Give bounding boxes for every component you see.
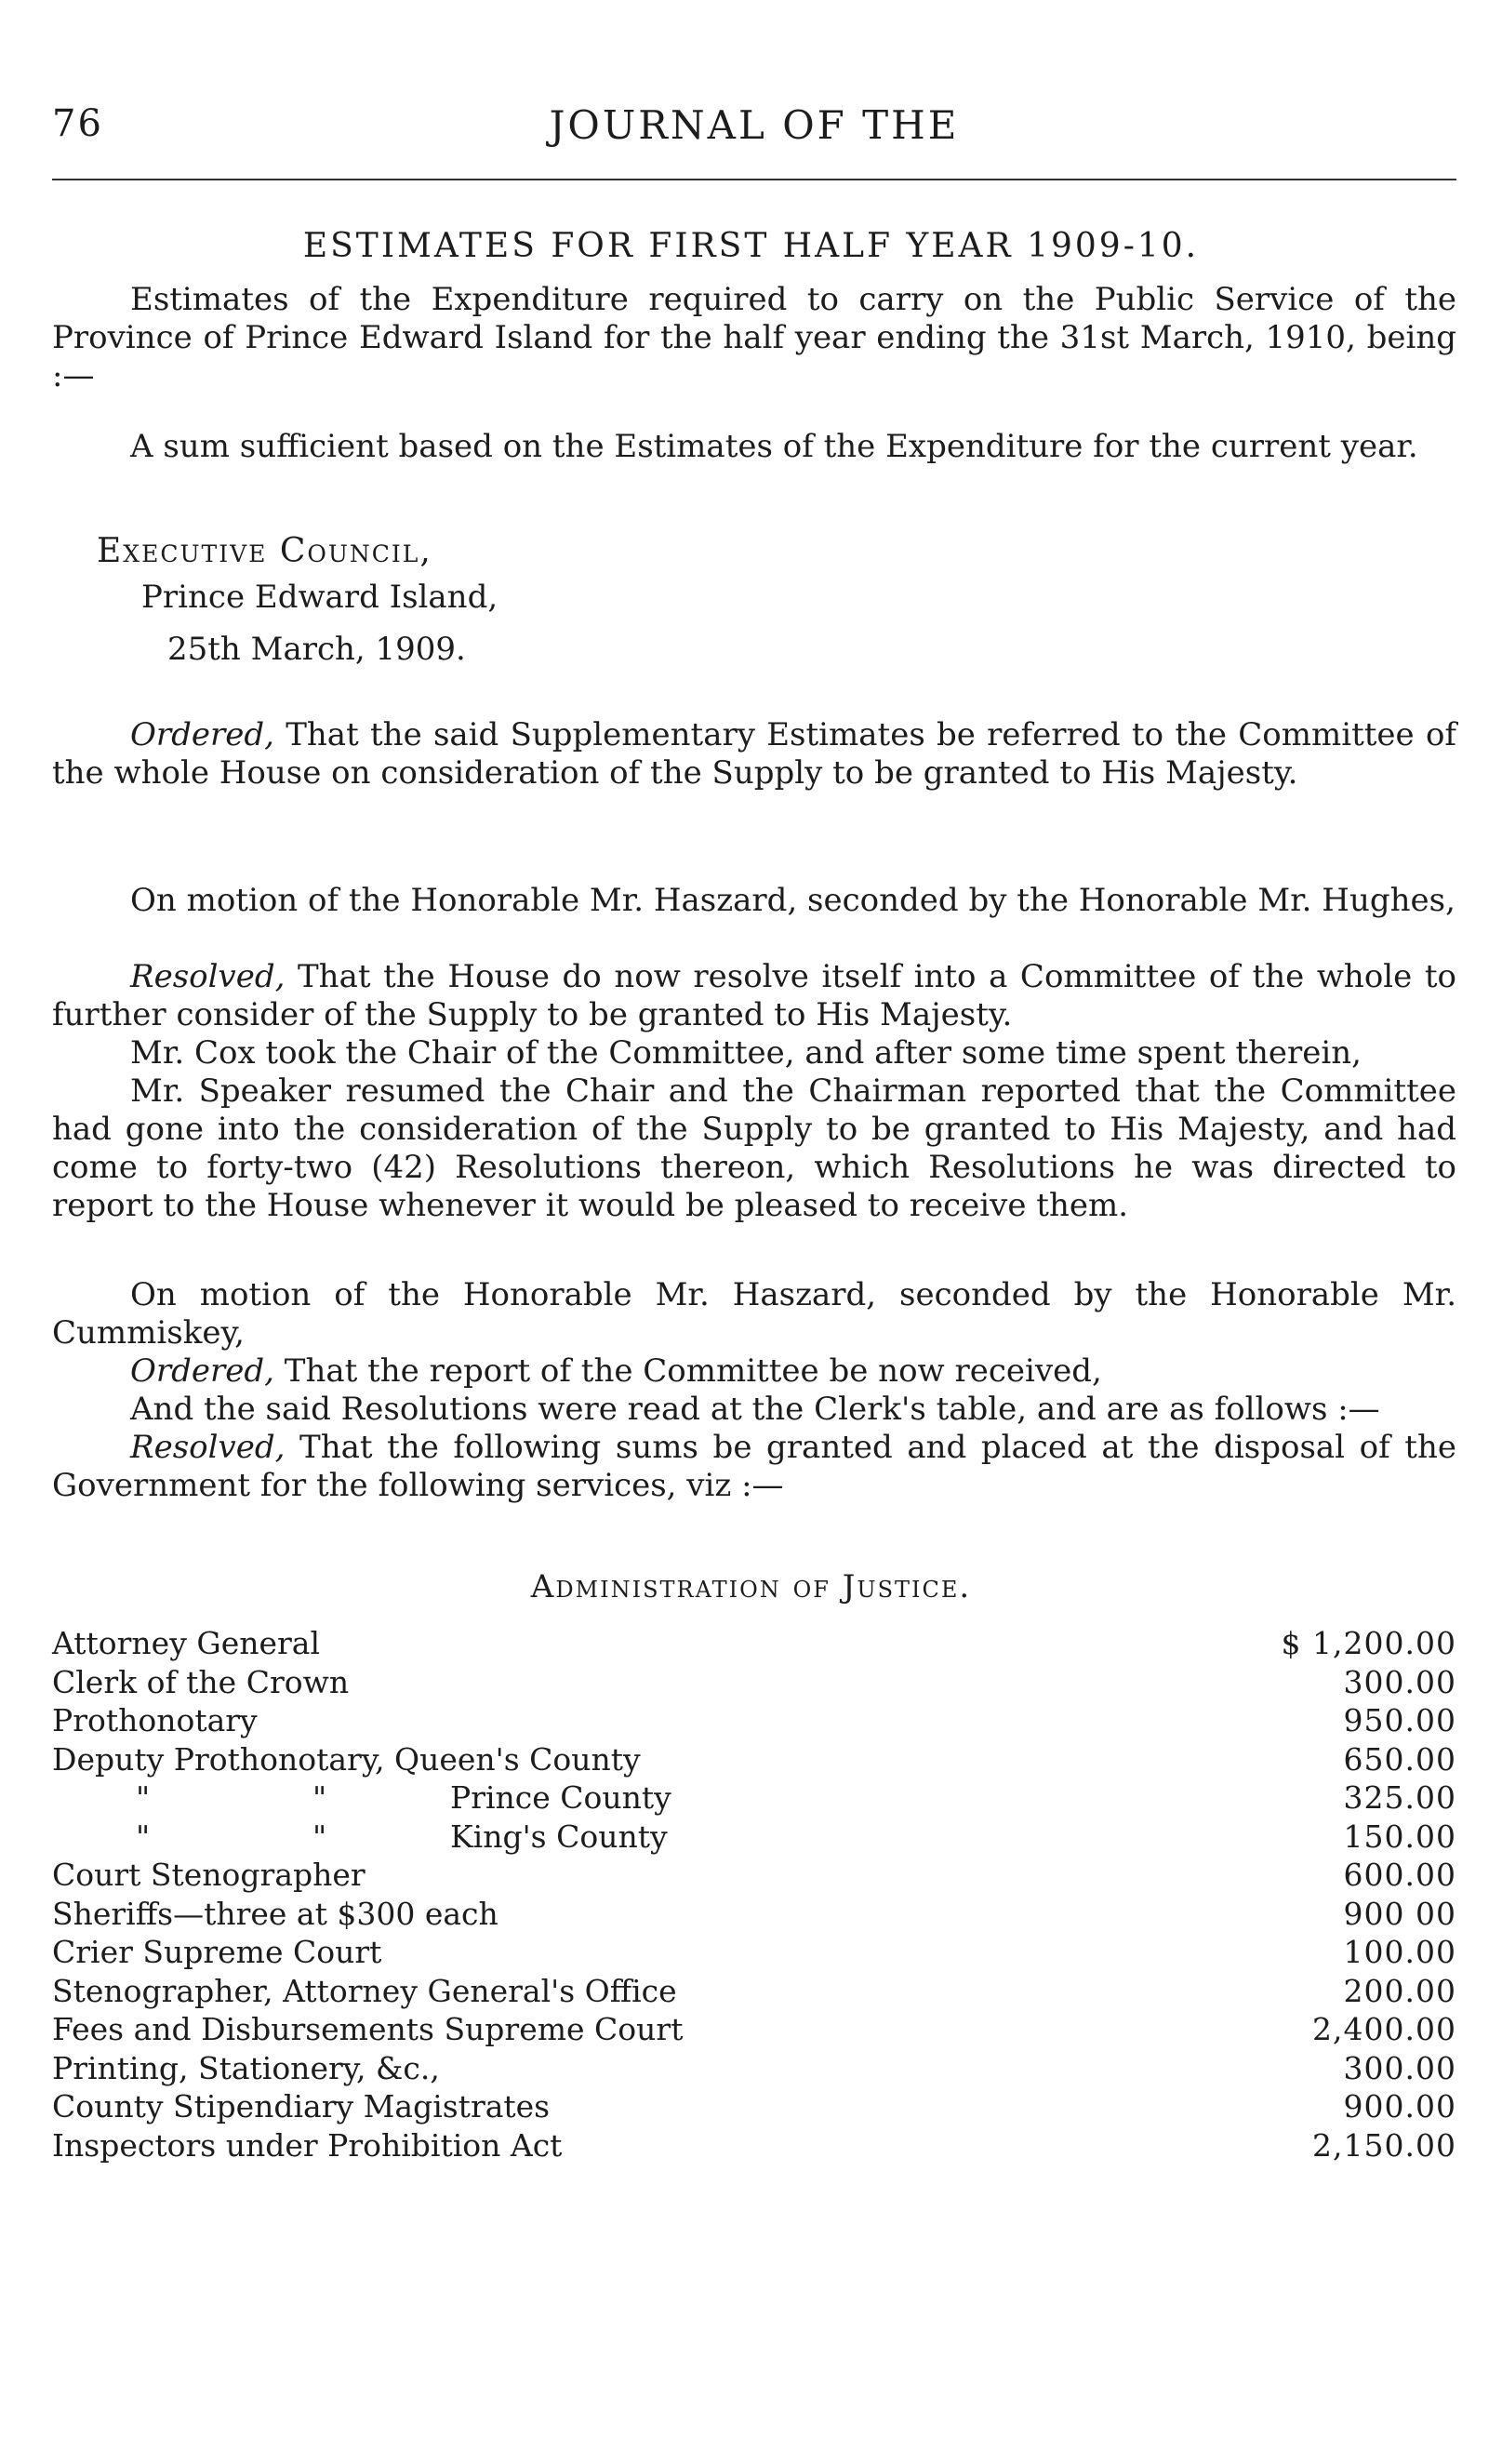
- estimate-item: Crier Supreme Court: [52, 1934, 382, 1970]
- estimate-row: [52, 1972, 1456, 2011]
- signature-province: Prince Edward Island,: [141, 579, 498, 616]
- cox-chair-paragraph: Mr. Cox took the Chair of the Committee, and after some time spent therein,: [130, 1034, 1362, 1072]
- ordered-text: That the said Supplementary Estimates be referred to the Committee of the whole House on consideration of the Supply to be granted to His Majesty.: [52, 716, 1456, 792]
- estimate-row: [52, 1818, 1456, 1857]
- estimate-amount: 150.00: [1343, 1818, 1456, 1855]
- resolved-text: That the House do now resolve itself into a Committee of the whole to further consider of the Supply to be granted to His Majesty.: [52, 958, 1456, 1033]
- estimate-amount: 2,150.00: [1312, 2126, 1456, 2164]
- estimate-row: [52, 2049, 1456, 2088]
- estimate-row: [52, 1778, 1456, 1818]
- sum-sufficient-paragraph: A sum sufficient based on the Estimates of the Expenditure for the current year.: [130, 428, 1418, 465]
- ditto-mark: ": [312, 1779, 327, 1816]
- estimate-row: [52, 1740, 1456, 1779]
- estimate-amount: $ 1,200.00: [1281, 1625, 1456, 1661]
- estimate-row: [52, 1933, 1456, 1972]
- estimate-amount: 300.00: [1343, 2049, 1456, 2086]
- estimate-row: [52, 1856, 1456, 1895]
- estimates-intro-paragraph: Estimates of the Expenditure required to carry on the Public Service of the Province of Prince Edward Island for the half year ending the 31st March, 1910, being :—: [52, 281, 1456, 394]
- page-header: [52, 102, 1456, 158]
- estimate-amount: 300.00: [1343, 1663, 1456, 1700]
- estimate-row: [52, 1624, 1456, 1663]
- estimate-row: [52, 1663, 1456, 1702]
- estimate-item: Court Stenographer: [52, 1857, 366, 1893]
- estimate-amount: 100.00: [1343, 1934, 1456, 1970]
- estimate-subitem: Prince County: [450, 1779, 671, 1816]
- section-title-administration-of-justice: Administration of Justice.: [530, 1568, 972, 1605]
- ordered-lead: Ordered,: [130, 716, 274, 753]
- ordered-paragraph-2: [52, 1352, 1456, 1391]
- ditto-mark: ": [312, 1818, 327, 1855]
- estimate-item: Fees and Disbursements Supreme Court: [52, 2011, 684, 2047]
- estimate-item: County Stipendiary Magistrates: [52, 2088, 551, 2124]
- page-number: 76: [52, 102, 103, 145]
- estimate-amount: 900 00: [1343, 1895, 1456, 1932]
- estimate-item: Attorney General: [52, 1625, 321, 1661]
- estimate-row: [52, 1895, 1456, 1934]
- ordered-lead-2: Ordered,: [130, 1352, 274, 1390]
- signature-executive-council: Executive Council,: [97, 532, 432, 570]
- estimate-item: Clerk of the Crown: [52, 1663, 350, 1700]
- estimate-amount: 200.00: [1343, 1972, 1456, 2009]
- estimate-subitem: King's County: [450, 1818, 668, 1855]
- ordered-text-2: That the report of the Committee be now received,: [273, 1352, 1102, 1390]
- estimates-list: [52, 1624, 1456, 2164]
- resolved-paragraph-1: [52, 958, 1456, 1034]
- estimate-row: [52, 2010, 1456, 2049]
- running-head: JOURNAL OF THE: [549, 102, 960, 148]
- resolved-paragraph-2: [52, 1429, 1456, 1505]
- estimate-item: Prothonotary: [52, 1702, 258, 1738]
- motion-paragraph-2: On motion of the Honorable Mr. Haszard, seconded by the Honorable Mr. Cummiskey,: [52, 1276, 1456, 1352]
- estimate-row: [52, 2087, 1456, 2126]
- resolved-lead-2: Resolved,: [130, 1429, 286, 1466]
- estimate-item: Stenographer, Attorney General's Office: [52, 1972, 677, 2009]
- estimate-row: [52, 2126, 1456, 2165]
- estimate-amount: 2,400.00: [1312, 2011, 1456, 2047]
- speaker-report-paragraph: Mr. Speaker resumed the Chair and the Chairman reported that the Committee had gone into the consideration of the Supply to be granted to His Majesty, and had come to forty-two (42) Resolutions thereon, which Resolutions he was directed to report to the House whenever it would be pleased to receive them.: [52, 1072, 1456, 1224]
- estimate-item: Sheriffs—three at $300 each: [52, 1895, 498, 1932]
- estimates-title: ESTIMATES FOR FIRST HALF YEAR 1909-10.: [302, 227, 1200, 265]
- ditto-mark: ": [136, 1779, 151, 1816]
- resolved-text-2: That the following sums be granted and placed at the disposal of the Government for the following services, viz :—: [52, 1429, 1456, 1504]
- estimate-item: Printing, Stationery, &c.,: [52, 2049, 440, 2086]
- signature-date: 25th March, 1909.: [167, 631, 466, 668]
- estimate-item: Deputy Prothonotary, Queen's County: [52, 1740, 641, 1778]
- motion-paragraph-1: On motion of the Honorable Mr. Haszard, seconded by the Honorable Mr. Hughes,: [130, 882, 1455, 919]
- estimate-amount: 325.00: [1343, 1779, 1456, 1816]
- estimate-amount: 650.00: [1343, 1740, 1456, 1778]
- ditto-mark: ": [136, 1818, 151, 1855]
- resolutions-read-paragraph: And the said Resolutions were read at the Clerk's table, and are as follows :—: [130, 1391, 1380, 1428]
- header-rule: [52, 179, 1456, 180]
- resolved-lead: Resolved,: [130, 958, 286, 995]
- estimate-row: [52, 1701, 1456, 1740]
- estimate-amount: 600.00: [1343, 1857, 1456, 1893]
- estimate-amount: 900.00: [1343, 2088, 1456, 2124]
- estimate-amount: 950.00: [1343, 1702, 1456, 1738]
- estimate-item: Inspectors under Prohibition Act: [52, 2126, 563, 2164]
- ordered-paragraph: [52, 716, 1456, 792]
